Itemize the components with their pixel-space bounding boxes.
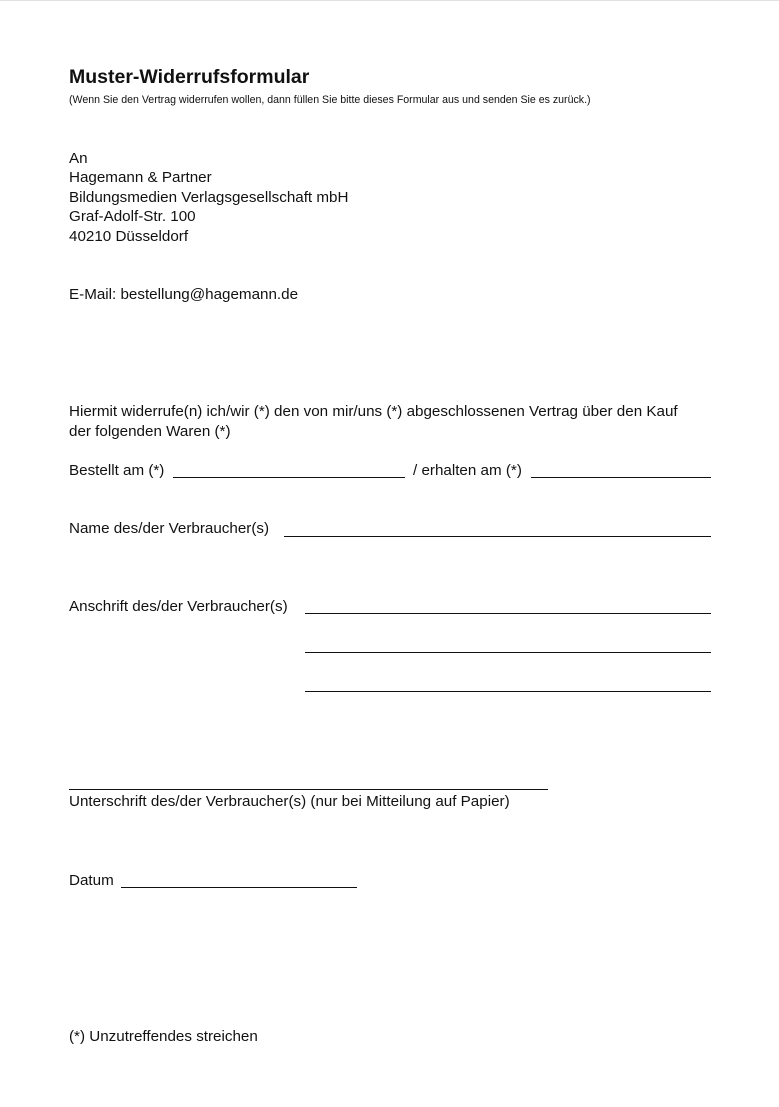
declaration-line-2: der folgenden Waren (*)	[69, 423, 231, 440]
declaration-line-1: Hiermit widerrufe(n) ich/wir (*) den von mir/uns (*) abgeschlossenen Vertrag über den Kauf	[69, 403, 678, 420]
consumer-address-label: Anschrift des/der Verbraucher(s)	[69, 598, 288, 615]
recipient-to-label: An	[69, 150, 88, 167]
consumer-name-line[interactable]	[284, 536, 711, 537]
received-date-line[interactable]	[531, 477, 711, 478]
received-date-label: / erhalten am (*)	[413, 462, 522, 479]
ordered-date-label: Bestellt am (*)	[69, 462, 165, 479]
footnote: (*) Unzutreffendes streichen	[69, 1028, 258, 1045]
recipient-company: Hagemann & Partner	[69, 169, 212, 186]
ordered-date-line[interactable]	[173, 477, 405, 478]
consumer-address-line-1[interactable]	[305, 613, 711, 614]
signature-line[interactable]	[69, 789, 548, 790]
form-subtitle: (Wenn Sie den Vertrag widerrufen wollen, dann füllen Sie bitte dieses Formular aus und senden Sie es zurück.)	[69, 94, 591, 106]
consumer-address-line-3[interactable]	[305, 691, 711, 692]
date-label: Datum	[69, 872, 114, 889]
consumer-name-label: Name des/der Verbraucher(s)	[69, 520, 270, 537]
recipient-email: E-Mail: bestellung@hagemann.de	[69, 286, 299, 303]
signature-label: Unterschrift des/der Verbraucher(s) (nur bei Mitteilung auf Papier)	[69, 793, 510, 810]
recipient-street: Graf-Adolf-Str. 100	[69, 208, 196, 225]
consumer-address-line-2[interactable]	[305, 652, 711, 653]
recipient-division: Bildungsmedien Verlagsgesellschaft mbH	[69, 189, 349, 206]
recipient-city: 40210 Düsseldorf	[69, 228, 189, 245]
date-line[interactable]	[121, 887, 357, 888]
form-title: Muster-Widerrufsformular	[69, 66, 310, 88]
